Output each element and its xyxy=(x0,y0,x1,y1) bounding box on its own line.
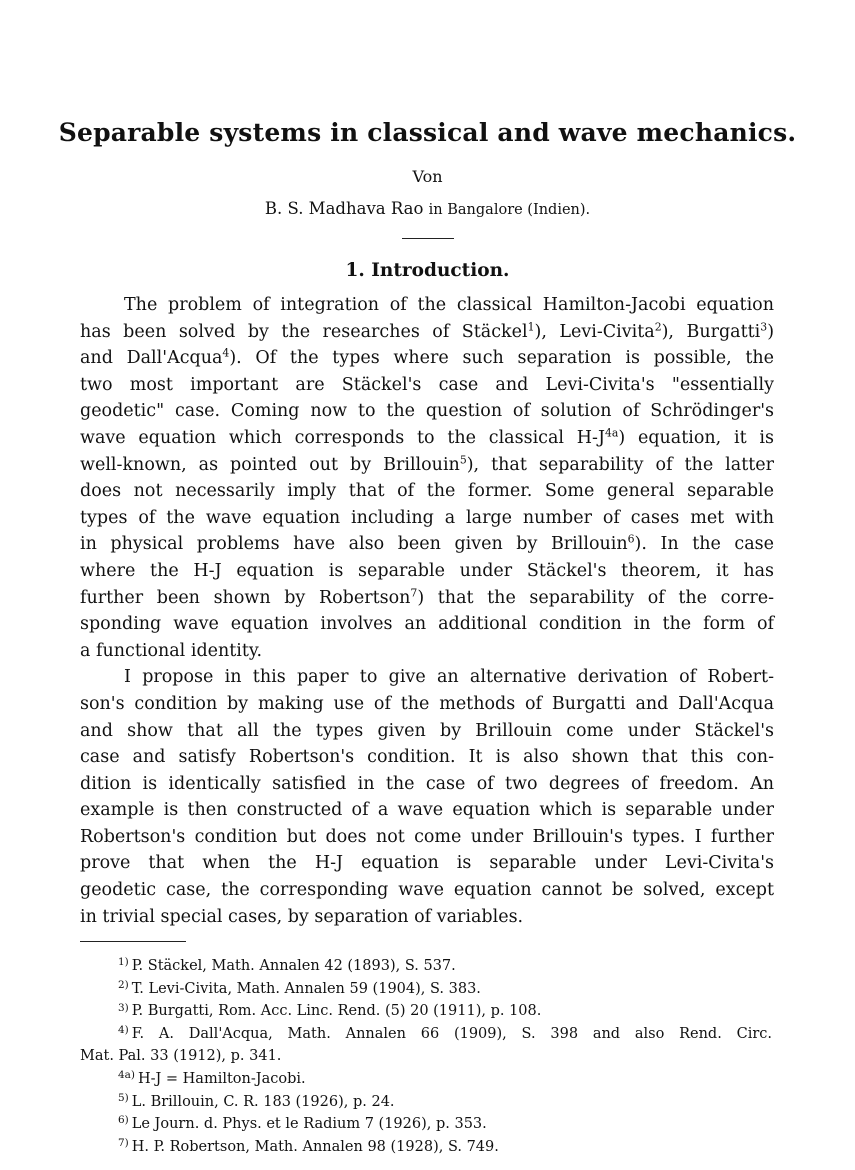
footnote-mark: 4a) xyxy=(118,1069,135,1082)
footnote-mark: 3) xyxy=(118,1001,129,1014)
footnote-mark: 2) xyxy=(118,978,129,991)
footnote xyxy=(80,1091,772,1114)
title-divider xyxy=(402,238,454,239)
footnote-mark: 1) xyxy=(118,956,129,969)
author-location: in Bangalore (Indien). xyxy=(428,202,591,218)
text-line: son's condition by making use of the methods of Burgatti and Dall'Acqua xyxy=(80,693,774,714)
footnote xyxy=(80,1136,772,1159)
text-line: geodetic case, the corresponding wave equation cannot be solved, except xyxy=(80,880,774,901)
footnote xyxy=(80,978,772,1001)
footnote-text: T. Levi-Civita, Math. Annalen 59 (1904), S. 383. xyxy=(131,980,481,997)
text-line: dition is identically satisfied in the case of two degrees of freedom. An xyxy=(80,773,774,794)
text-line: has been solved by the researches of Stäckel$^1$), Levi-Civita$^2$), Burgatti$^3$) xyxy=(80,320,775,342)
text-line: and show that all the types given by Brillouin come under Stäckel's xyxy=(80,720,774,741)
footnote-ref: 3 xyxy=(760,320,768,334)
von-label: Von xyxy=(412,167,443,186)
footnote-text: L. Brillouin, C. R. 183 (1926), p. 24. xyxy=(131,1093,395,1110)
footnote-text: P. Stäckel, Math. Annalen 42 (1893), S. 537. xyxy=(131,958,456,974)
footnote-mark: 7) xyxy=(118,1137,129,1150)
text-line: well-known, as pointed out by Brillouin$^5$), that separability of the latter xyxy=(80,453,774,475)
footnote-text: P. Burgatti, Rom. Acc. Linc. Rend. (5) 20 (1911), p. 108. xyxy=(131,1003,542,1020)
footnote xyxy=(80,1000,772,1023)
footnote-ref: 4a xyxy=(604,426,619,440)
text-line: geodetic" case. Coming now to the question of solution of Schrödinger's xyxy=(80,401,774,422)
text-line: two most important are Stäckel's case and Levi-Civita's "essentially xyxy=(80,374,774,395)
text-line: further been shown by Robertson$^7$) that the separability of the corre- xyxy=(80,586,774,608)
footnote-text: H-J = Hamilton-Jacobi. xyxy=(137,1070,306,1087)
text-line: a functional identity. xyxy=(80,640,263,661)
footnote xyxy=(80,1045,772,1068)
footnote-text: H. P. Robertson, Math. Annalen 98 (1928), S. 749. xyxy=(131,1138,499,1155)
text-line: sponding wave equation involves an additional condition in the form of xyxy=(80,614,774,635)
text-line: in trivial special cases, by separation of variables. xyxy=(80,906,524,927)
footnote-text: F. A. Dall'Acqua, Math. Annalen 66 (1909), S. 398 and also Rend. Circ. xyxy=(131,1025,772,1042)
footnote-divider xyxy=(80,941,186,942)
footnote-ref: 7 xyxy=(410,586,418,600)
text-line: in physical problems have also been given by Brillouin$^6$). In the case xyxy=(80,532,774,555)
footnote-text: Mat. Pal. 33 (1912), p. 341. xyxy=(80,1048,282,1065)
text-line: and Dall'Acqua$^4$). Of the types where such separation is possible, the xyxy=(80,346,774,369)
footnote-ref: 5 xyxy=(459,453,467,467)
author-name: B. S. Madhava Rao xyxy=(264,199,424,218)
author-line xyxy=(0,199,855,218)
section-heading: 1. Introduction. xyxy=(345,260,510,281)
footnote-mark: 4) xyxy=(118,1024,129,1037)
footnote-ref: 1 xyxy=(527,320,535,334)
footnote-ref: 6 xyxy=(627,532,635,546)
text-line: Robertson's condition but does not come under Brillouin's types. I further xyxy=(80,826,774,847)
text-line: example is then constructed of a wave equation which is separable under xyxy=(80,800,774,821)
footnote-mark: 6) xyxy=(118,1114,129,1127)
paper-title: Separable systems in classical and wave mechanics. xyxy=(58,118,797,147)
text-line: prove that when the H-J equation is separable under Levi-Civita's xyxy=(80,853,774,874)
footnote xyxy=(80,1023,772,1046)
footnote-mark: 5) xyxy=(118,1091,129,1104)
text-line: case and satisfy Robertson's condition. It is also shown that this con- xyxy=(80,747,774,768)
footnote-ref: 4 xyxy=(222,346,230,360)
text-line: does not necessarily imply that of the former. Some general separable xyxy=(80,481,774,502)
footnote-text: Le Journ. d. Phys. et le Radium 7 (1926), p. 353. xyxy=(131,1116,487,1133)
footnote-ref: 2 xyxy=(654,320,662,334)
body-text xyxy=(80,292,774,930)
footnote xyxy=(80,1068,772,1091)
text-line: wave equation which corresponds to the classical $H-J^{4a}$) equation, it is xyxy=(80,426,774,448)
text-line: I propose in this paper to give an alternative derivation of Robert- xyxy=(124,667,774,688)
footnotes xyxy=(80,955,772,1158)
footnote xyxy=(80,1113,772,1136)
text-line: where the H-J equation is separable under Stäckel's theorem, it has xyxy=(80,560,774,581)
footnote xyxy=(80,955,772,978)
text-line: The problem of integration of the classical Hamilton-Jacobi equation xyxy=(124,295,774,315)
text-line: types of the wave equation including a large number of cases met with xyxy=(80,507,774,528)
